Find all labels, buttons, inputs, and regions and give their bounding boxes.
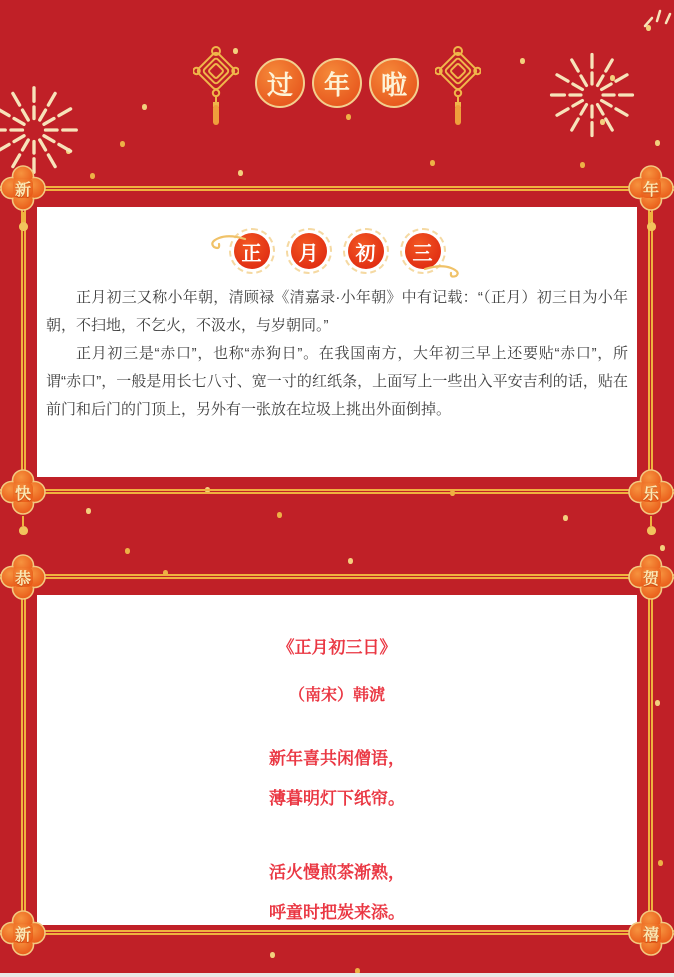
frame-line (0, 489, 674, 494)
corner-badge-char: 新 (14, 181, 31, 199)
frame-line (21, 576, 26, 934)
title-char: 过 (266, 69, 293, 100)
paragraph: 正月初三是“赤口”，也称“赤狗日”。在我国南方，大年初三早上还要贴“赤口”，所谓“赤口”，一般是用长七八寸、宽一寸的红纸条，上面写上一些出入平安吉利的话，贴在前门和后门的门顶上，另外有一张放在垃圾上挑出外面倒掉。 (46, 345, 628, 418)
corner-badge (627, 164, 674, 212)
frame-line (0, 574, 674, 579)
corner-badge-char: 乐 (642, 485, 659, 503)
spark-icon (640, 5, 672, 35)
confetti-specks (0, 0, 5, 6)
corner-badge (627, 553, 674, 601)
corner-badge (0, 553, 47, 601)
chinese-knot-icon (193, 44, 239, 126)
page-title (0, 44, 674, 126)
poem-line: 新年喜共闲僧语， (269, 749, 405, 768)
title-char-badge (312, 58, 362, 108)
frame-line (648, 187, 653, 493)
corner-badge (0, 909, 47, 957)
header-char: 正 (234, 233, 270, 269)
poem-stanza (37, 739, 637, 819)
tassel-icon (646, 212, 656, 231)
poem (37, 595, 637, 933)
chinese-knot-icon (435, 44, 481, 126)
header-char: 三 (405, 233, 441, 269)
poem-title: 《正月初三日》 (277, 638, 397, 657)
header-char: 初 (348, 233, 384, 269)
corner-badge-char: 新 (14, 926, 31, 944)
header-char-badge (286, 228, 332, 274)
content-box-customs (37, 207, 637, 477)
corner-badge-char: 贺 (642, 570, 659, 588)
frame-line (21, 187, 26, 493)
frame-line (648, 576, 653, 934)
header-char-badge (343, 228, 389, 274)
confetti-specks (0, 0, 5, 6)
corner-badge-char: 禧 (642, 926, 659, 944)
content-box-poem (37, 595, 637, 925)
poem-author: （南宋）韩淲 (288, 687, 385, 704)
poem-stanza (37, 853, 637, 933)
paragraph: 正月初三又称小年朝，清顾禄《清嘉录·小年朝》中有记载：“（正月）初三日为小年朝，不扫地，不乞火，不汲水，与岁朝同。” (46, 289, 628, 334)
poem-line: 薄暮明灯下纸帘。 (269, 789, 405, 808)
title-char-badge (369, 58, 419, 108)
tassel-icon (18, 212, 28, 231)
title-circles (255, 58, 419, 108)
poem-line: 活火慢煎茶渐熟， (269, 863, 405, 882)
poem-line: 呼童时把炭来添。 (269, 903, 405, 922)
title-char: 啦 (380, 69, 407, 100)
corner-badge (0, 468, 47, 516)
title-char-badge (255, 58, 305, 108)
corner-badge-char: 恭 (14, 570, 31, 588)
corner-badge (0, 164, 47, 212)
corner-badge (627, 468, 674, 516)
title-char: 年 (323, 69, 350, 100)
tassel-icon (18, 516, 28, 535)
cloud-icon (205, 233, 247, 253)
header-char: 月 (291, 233, 327, 269)
page-bottom-edge (0, 973, 674, 977)
corner-badge-char: 快 (14, 485, 31, 503)
corner-badge-char: 年 (642, 181, 659, 199)
frame-line (0, 186, 674, 191)
custom-description (37, 274, 637, 424)
section-header (37, 207, 637, 274)
corner-badge (627, 909, 674, 957)
tassel-icon (646, 516, 656, 535)
cloud-icon (423, 259, 465, 279)
